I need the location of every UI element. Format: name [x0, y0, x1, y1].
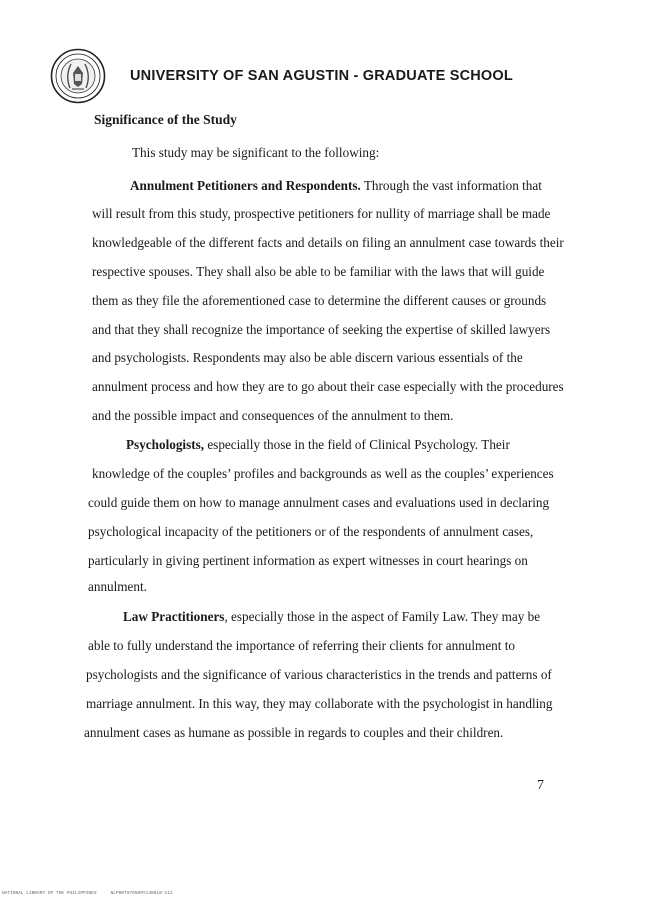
body-line: and the possible impact and consequences of the annulment to them.	[92, 408, 454, 423]
entry-text: Through the vast information that	[360, 178, 542, 193]
body-line: knowledgeable of the different facts and details on filing an annulment case towards their	[92, 235, 564, 250]
body-line: psychologists and the significance of various characteristics in the trends and patterns of	[86, 667, 552, 682]
page-number: 7	[537, 778, 544, 793]
body-line	[123, 609, 540, 625]
entry-heading-psychologists: Psychologists,	[126, 437, 205, 452]
body-line: marriage annulment. In this way, they may collaborate with the psychologist in handling	[86, 696, 553, 711]
body-line: will result from this study, prospective petitioners for nullity of marriage shall be made	[92, 206, 551, 221]
body-line: able to fully understand the importance of referring their clients for annulment to	[88, 638, 515, 653]
entry-text: , especially those in the aspect of Family Law. They may be	[224, 609, 541, 624]
body-line: This study may be significant to the following:	[132, 145, 380, 160]
body-line: psychological incapacity of the petitioners or of the respondents of annulment cases,	[88, 524, 534, 539]
university-seal-icon	[50, 48, 106, 104]
footer-stamp	[2, 891, 187, 896]
footer-library: NATIONAL LIBRARY OF THE PHILIPPINES	[2, 891, 97, 896]
section-heading: Significance of the Study	[94, 112, 237, 127]
university-header-title: UNIVERSITY OF SAN AGUSTIN - GRADUATE SCHOOL	[130, 68, 513, 84]
entry-heading-law-practitioners: Law Practitioners	[123, 609, 225, 624]
body-line: and psychologists. Respondents may also be able discern various essentials of the	[92, 350, 523, 365]
body-line	[126, 437, 510, 453]
body-line: and that they shall recognize the importance of seeking the expertise of skilled lawyers	[92, 322, 551, 337]
body-line: annulment cases as humane as possible in regards to couples and their children.	[84, 725, 504, 740]
body-line: particularly in giving pertinent information as expert witnesses in court hearings on	[88, 553, 528, 568]
body-line: annulment.	[88, 579, 147, 594]
body-line: annulment process and how they are to go about their case especially with the procedures	[92, 379, 564, 394]
body-line: respective spouses. They shall also be able to be familiar with the laws that will guide	[92, 264, 545, 279]
body-line: them as they file the aforementioned case to determine the different causes or grounds	[92, 293, 547, 308]
body-line: could guide them on how to manage annulment cases and evaluations used in declaring	[88, 495, 550, 510]
entry-text: especially those in the field of Clinical Psychology. Their	[204, 437, 510, 452]
entry-heading-petitioners: Annulment Petitioners and Respondents.	[130, 178, 361, 193]
footer-code: NLP00TS70509Y140810-112	[110, 891, 173, 896]
body-line: knowledge of the couples’ profiles and backgrounds as well as the couples’ experiences	[92, 466, 554, 481]
body-line	[130, 178, 542, 194]
